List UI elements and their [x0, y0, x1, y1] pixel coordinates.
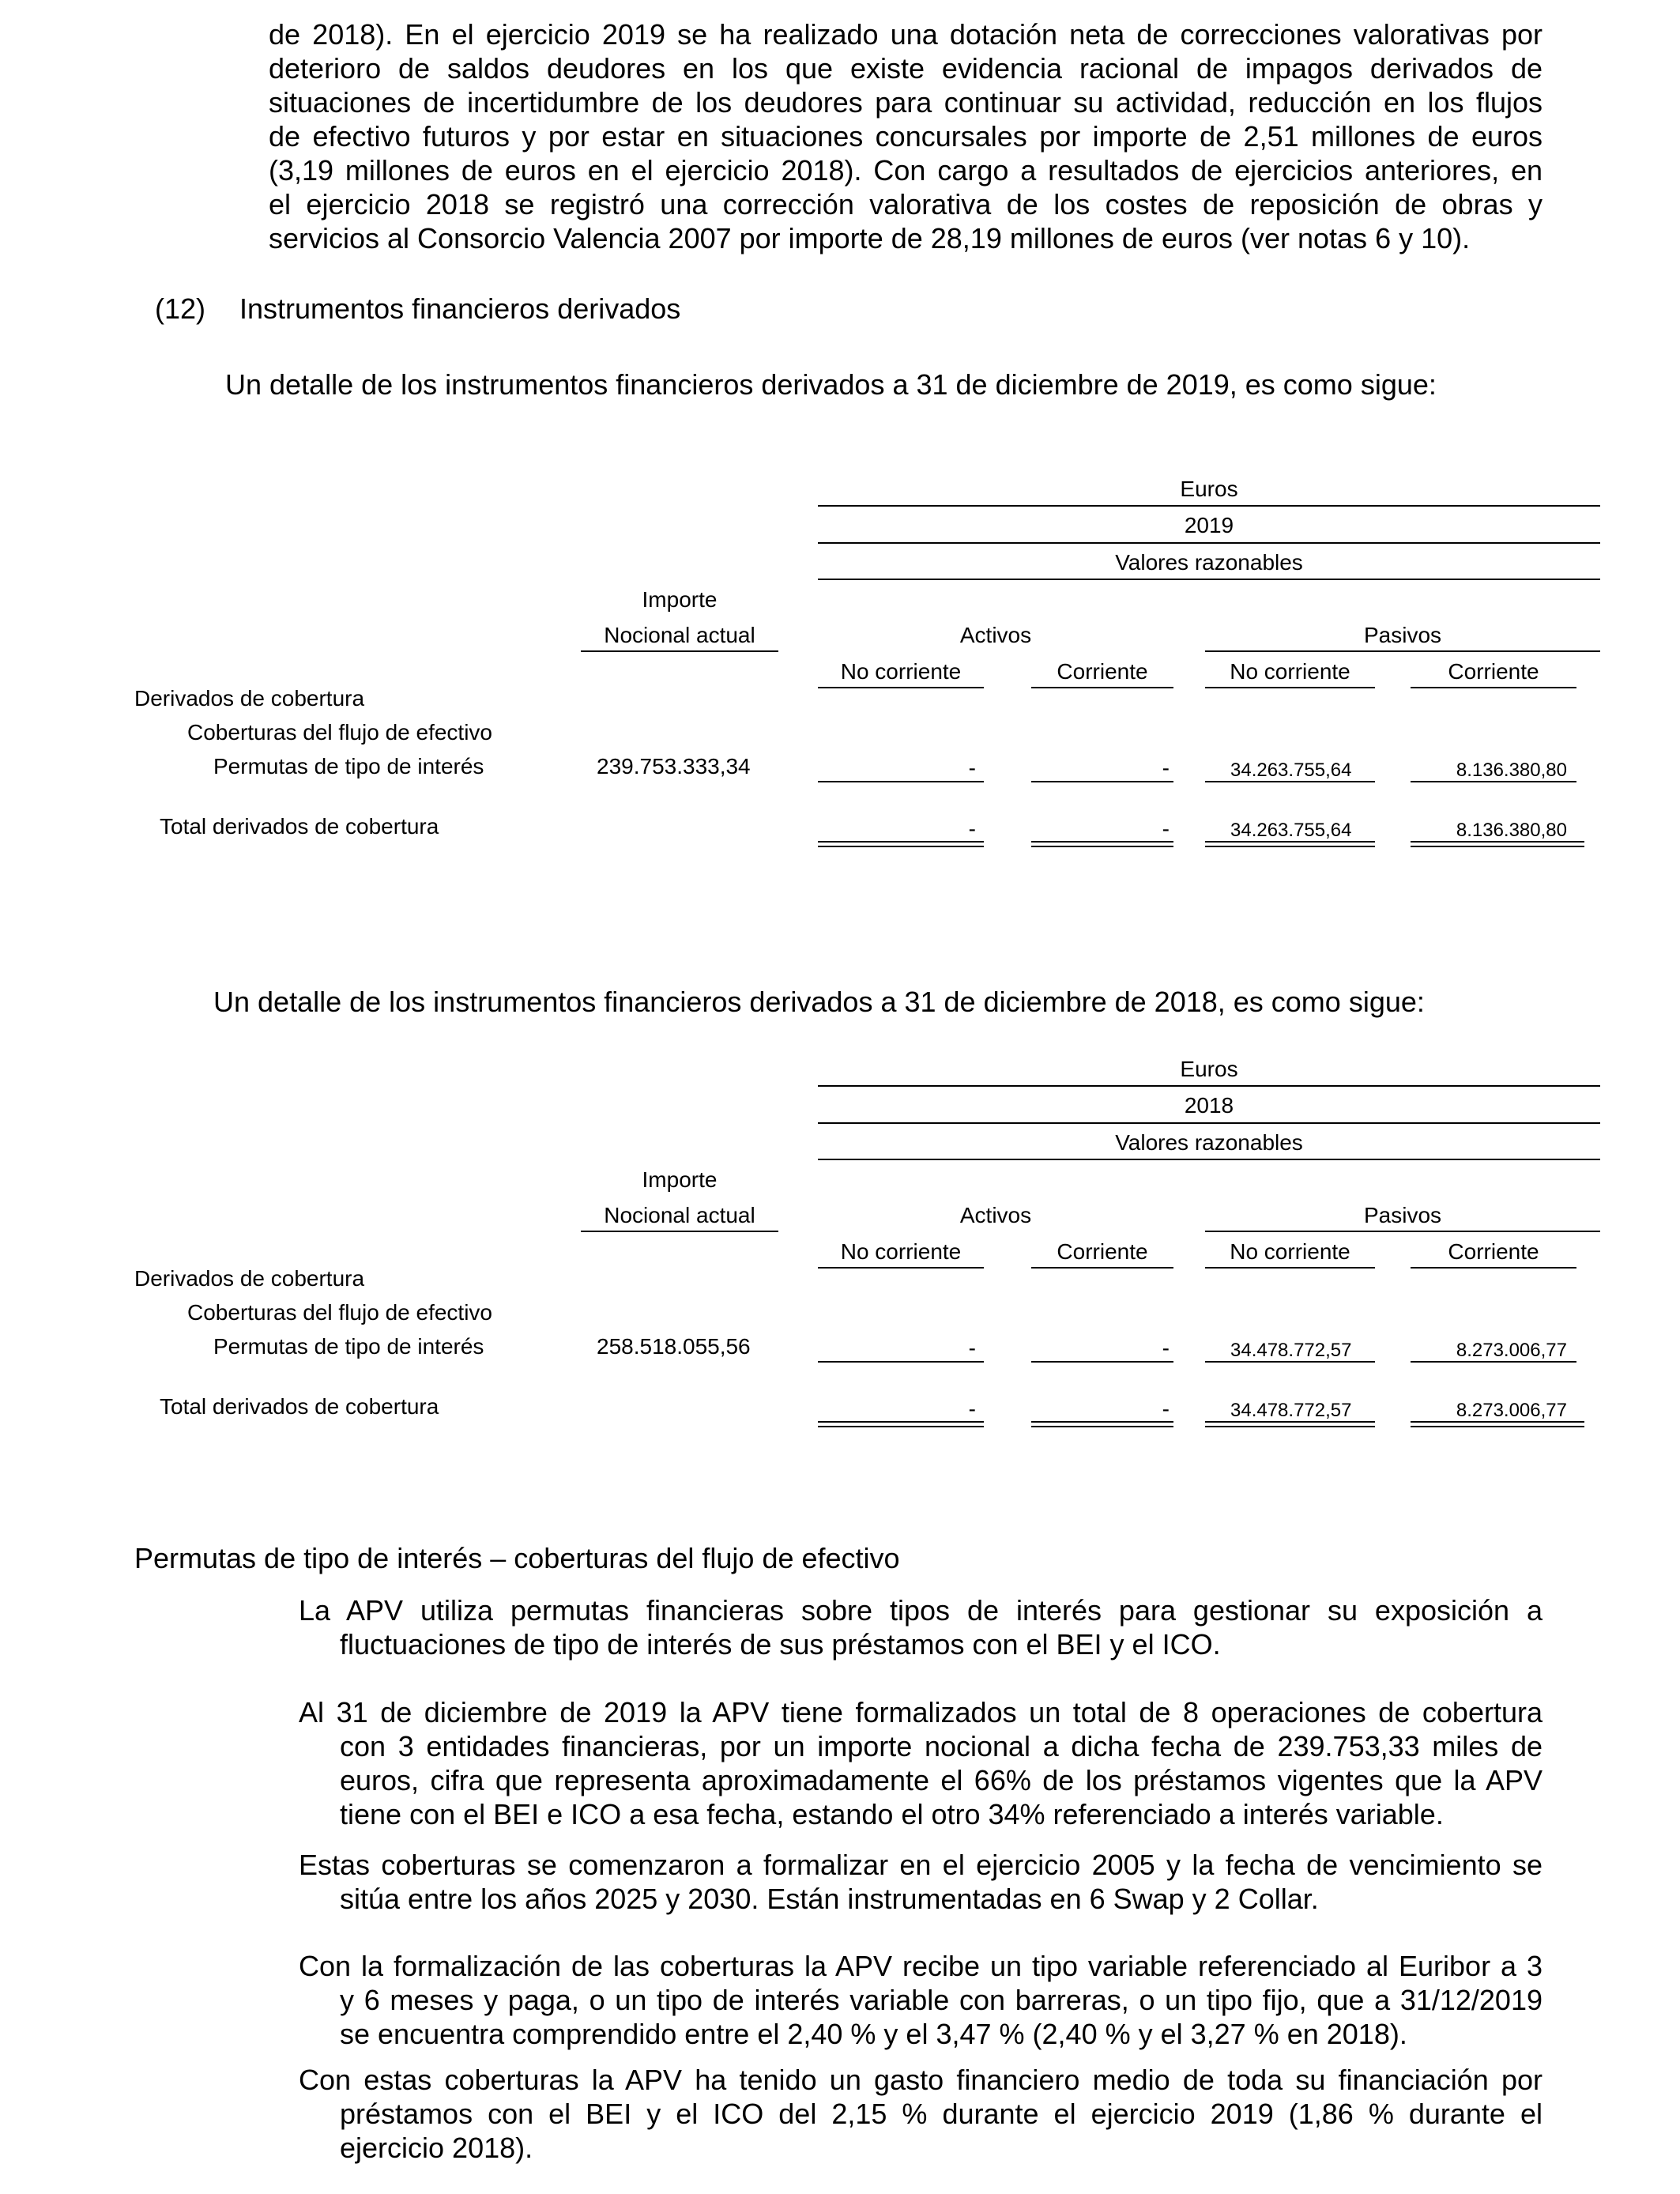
row-item-nocional: 239.753.333,34 [597, 754, 751, 778]
paragraph-line: y 6 meses y paga, o un tipo de interés variable con barreras, o un tipo fijo, que a 31/12/2019 [340, 1984, 1543, 2016]
paragraph-line: Estas coberturas se comenzaron a formalizar en el ejercicio 2005 y la fecha de vencimiento se [299, 1849, 1543, 1881]
col-no-corriente-activos: No corriente [840, 1239, 962, 1264]
header-nocional: Nocional actual [604, 623, 755, 647]
rule [818, 1159, 1600, 1160]
paragraph-line: sitúa entre los años 2025 y 2030. Están instrumentadas en 6 Swap y 2 Collar. [340, 1883, 1319, 1915]
row-group: Derivados de cobertura [134, 686, 365, 711]
rule [818, 505, 1600, 507]
intro-line: de efectivo futuros y por estar en situaciones concursales por importe de 2,51 millones de euros [269, 120, 1543, 153]
header-year: 2018 [1184, 1093, 1234, 1118]
col-no-corriente-pasivos: No corriente [1230, 1239, 1350, 1264]
paragraph-line: ejercicio 2018). [340, 2132, 533, 2164]
row-item-act-nc: - [968, 756, 976, 780]
rule [1205, 650, 1600, 652]
rule [1411, 687, 1576, 688]
paragraph-4 [299, 1949, 1543, 2051]
col-corriente-pasivos: Corriente [1448, 1239, 1539, 1264]
row-item-act-c: - [1162, 756, 1170, 780]
row-item-label: Permutas de tipo de interés [213, 754, 484, 778]
row-subgroup: Coberturas del flujo de efectivo [187, 720, 492, 745]
double-rule [818, 1421, 984, 1427]
paragraph-line: Con la formalización de las coberturas la APV recibe un tipo variable referenciado al Euribor a 3 [299, 1950, 1543, 1982]
double-rule [1411, 841, 1584, 847]
row-item-act-nc: - [968, 1336, 976, 1360]
header-euros: Euros [1180, 1057, 1238, 1081]
row-total-act-c: - [1162, 816, 1170, 841]
row-item-pas-c: 8.136.380,80 [1456, 760, 1567, 781]
double-rule [1205, 841, 1375, 847]
rule [1205, 1267, 1375, 1269]
rule [1205, 687, 1375, 688]
row-total-pas-nc: 34.263.755,64 [1230, 820, 1352, 841]
rule [818, 781, 984, 782]
paragraph-line: fluctuaciones de tipo de interés de sus préstamos con el BEI y el ICO. [340, 1628, 1221, 1661]
row-total-label: Total derivados de cobertura [160, 1394, 439, 1419]
row-total-act-nc: - [968, 816, 976, 841]
paragraph-line: con 3 entidades financieras, por un importe nocional a dicha fecha de 239.753,33 miles de [340, 1730, 1543, 1762]
col-corriente-activos: Corriente [1057, 659, 1148, 684]
table-2019-intro: Un detalle de los instrumentos financieros derivados a 31 de diciembre de 2019, es como sigue: [225, 368, 1437, 401]
double-rule [1205, 1421, 1375, 1427]
rule [818, 1267, 984, 1269]
double-rule [1031, 1421, 1173, 1427]
row-total-act-c: - [1162, 1397, 1170, 1421]
intro-line: (3,19 millones de euros en el ejercicio 2018). Con cargo a resultados de ejercicios anteriores, en [269, 154, 1543, 187]
header-year: 2019 [1184, 513, 1234, 537]
rule [1031, 1267, 1173, 1269]
paragraph-line: La APV utiliza permutas financieras sobre tipos de interés para gestionar su exposición a [299, 1594, 1543, 1627]
intro-line: el ejercicio 2018 se registró una corrección valorativa de los costes de reposición de obras y [269, 188, 1543, 221]
header-importe: Importe [642, 587, 718, 612]
row-total-pas-nc: 34.478.772,57 [1230, 1400, 1352, 1421]
header-pasivos: Pasivos [1363, 1203, 1442, 1227]
paragraph-line: tiene con el BEI e ICO a esa fecha, estando el otro 34% referenciado a interés variable. [340, 1798, 1444, 1830]
row-item-pas-nc: 34.263.755,64 [1230, 760, 1352, 781]
paragraph-1 [299, 1593, 1543, 1661]
rule [818, 1122, 1600, 1124]
rule [1031, 1361, 1173, 1363]
paragraph-2 [299, 1695, 1543, 1831]
subsection-title: Permutas de tipo de interés – coberturas del flujo de efectivo [134, 1542, 900, 1574]
paragraph-line: euros, cifra que representa aproximadamente el 66% de los préstamos vigentes que la APV [340, 1764, 1543, 1796]
double-rule [818, 841, 984, 847]
col-corriente-pasivos: Corriente [1448, 659, 1539, 684]
rule [1031, 781, 1173, 782]
rule [1411, 1267, 1576, 1269]
intro-line: situaciones de incertidumbre de los deudores para continuar su actividad, reducción en los flujos [269, 86, 1543, 119]
paragraph-line: préstamos con el BEI y el ICO del 2,15 % durante el ejercicio 2019 (1,86 % durante el [340, 2098, 1543, 2130]
intro-paragraph [269, 17, 1543, 255]
header-valores: Valores razonables [1115, 550, 1303, 575]
header-importe: Importe [642, 1167, 718, 1192]
intro-line: de 2018). En el ejercicio 2019 se ha realizado una dotación neta de correcciones valorativas por [269, 18, 1543, 51]
paragraph-line: Al 31 de diciembre de 2019 la APV tiene formalizados un total de 8 operaciones de cobertura [299, 1696, 1543, 1728]
double-rule [1411, 1421, 1584, 1427]
rule [1411, 781, 1576, 782]
header-euros: Euros [1180, 477, 1238, 501]
row-item-nocional: 258.518.055,56 [597, 1334, 751, 1359]
row-item-label: Permutas de tipo de interés [213, 1334, 484, 1359]
col-no-corriente-pasivos: No corriente [1230, 659, 1350, 684]
row-group: Derivados de cobertura [134, 1266, 365, 1291]
row-subgroup: Coberturas del flujo de efectivo [187, 1300, 492, 1325]
rule [1031, 687, 1173, 688]
col-no-corriente-activos: No corriente [840, 659, 962, 684]
row-total-pas-c: 8.273.006,77 [1456, 1400, 1567, 1421]
rule [581, 650, 778, 652]
rule [818, 1361, 984, 1363]
col-corriente-activos: Corriente [1057, 1239, 1148, 1264]
rule [818, 1085, 1600, 1087]
row-item-pas-c: 8.273.006,77 [1456, 1340, 1567, 1361]
header-valores: Valores razonables [1115, 1130, 1303, 1155]
rule [818, 687, 984, 688]
intro-line: servicios al Consorcio Valencia 2007 por importe de 28,19 millones de euros (ver notas 6 y 10). [269, 222, 1471, 254]
table-2018-intro: Un detalle de los instrumentos financieros derivados a 31 de diciembre de 2018, es como sigue: [213, 986, 1425, 1018]
paragraph-line: se encuentra comprendido entre el 2,40 % y el 3,47 % (2,40 % y el 3,27 % en 2018). [340, 2018, 1407, 2050]
row-item-pas-nc: 34.478.772,57 [1230, 1340, 1352, 1361]
rule [1205, 1231, 1600, 1232]
header-activos: Activos [959, 1203, 1032, 1227]
paragraph-line: Con estas coberturas la APV ha tenido un gasto financiero medio de toda su financiación por [299, 2064, 1543, 2096]
row-item-act-c: - [1162, 1336, 1170, 1360]
header-activos: Activos [959, 623, 1032, 647]
rule [581, 1231, 778, 1232]
header-nocional: Nocional actual [604, 1203, 755, 1227]
section-title: Instrumentos financieros derivados [239, 292, 681, 325]
double-rule [1031, 841, 1173, 847]
row-total-act-nc: - [968, 1397, 976, 1421]
paragraph-3 [299, 1848, 1543, 1916]
section-number: (12) [155, 292, 206, 325]
rule [818, 579, 1600, 580]
header-pasivos: Pasivos [1363, 623, 1442, 647]
rule [818, 542, 1600, 544]
intro-line: deterioro de saldos deudores en los que existe evidencia racional de impagos derivados de [269, 52, 1543, 85]
rule [1411, 1361, 1576, 1363]
rule [1205, 781, 1375, 782]
paragraph-5 [299, 2063, 1543, 2165]
rule [1205, 1361, 1375, 1363]
row-total-label: Total derivados de cobertura [160, 814, 439, 839]
row-total-pas-c: 8.136.380,80 [1456, 820, 1567, 841]
